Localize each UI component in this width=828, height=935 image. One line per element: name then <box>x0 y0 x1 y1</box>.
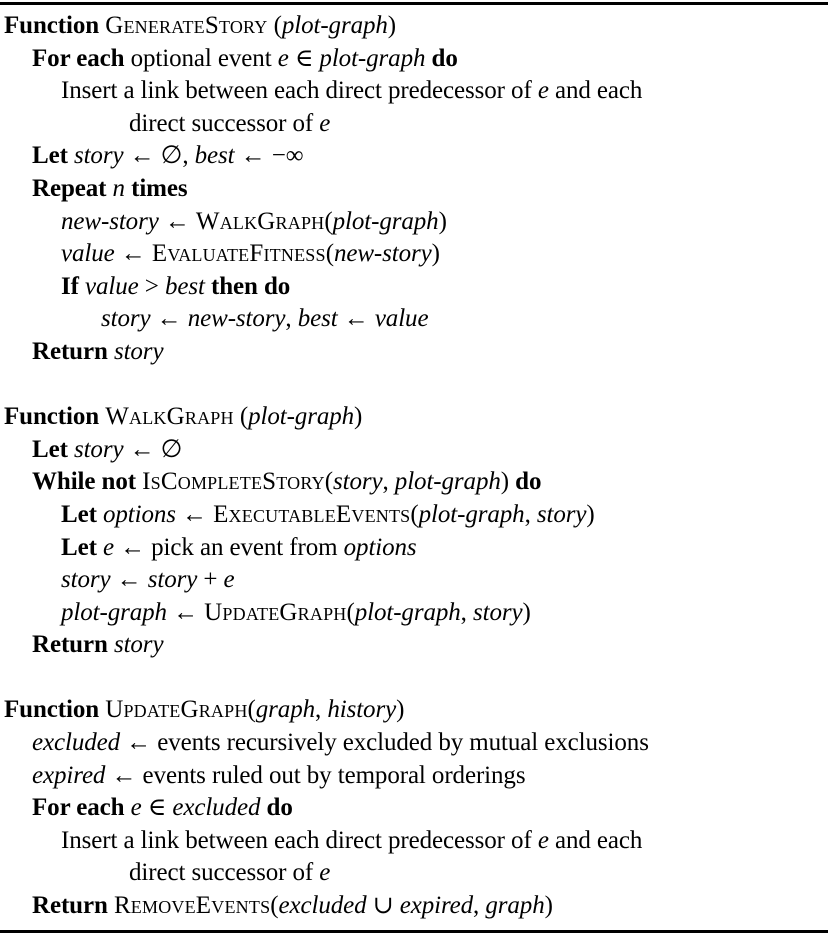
token-plain: , <box>382 468 395 496</box>
token-sym: + <box>197 566 224 594</box>
token-kw: do <box>515 468 542 496</box>
token-var: e <box>102 533 114 561</box>
token-sc: WalkGraph <box>105 403 234 431</box>
code-line-wg-let-e-pick-event <box>0 532 828 565</box>
token-kw: For each <box>32 794 125 822</box>
token-var: story <box>101 305 151 333</box>
token-var: e <box>537 826 549 854</box>
token-plain: events recursively excluded by mutual exclusions <box>157 729 649 757</box>
token-sym: ← ∅ <box>123 435 183 463</box>
code-line-fn-walkgraph-header <box>0 401 828 434</box>
code-line-gs-insert-link-1-cont <box>0 108 828 141</box>
token-var: story <box>332 468 383 496</box>
code-line-ug-expired-assign <box>0 760 828 793</box>
token-var: e <box>319 859 331 887</box>
token-kw: While not <box>32 468 136 496</box>
code-line-ug-insert-link-2 <box>0 825 828 858</box>
token-var: excluded <box>172 794 261 822</box>
token-sc: IsCompleteStory <box>142 468 325 496</box>
token-var: e <box>277 44 289 72</box>
token-var: story <box>113 631 164 659</box>
token-var: best <box>297 305 338 333</box>
token-plain: ) <box>387 12 397 39</box>
token-var: plot-graph <box>248 403 355 431</box>
token-sc: ExecutableEvents <box>213 500 411 528</box>
token-var: options <box>102 500 176 528</box>
token-sym: ∈ <box>141 794 173 822</box>
token-var: e <box>130 794 142 822</box>
token-plain: , <box>285 305 298 333</box>
code-line-ug-insert-link-2-cont <box>0 857 828 890</box>
token-sc: UpdateGraph <box>204 598 347 626</box>
token-plain: and each <box>548 77 643 105</box>
token-var: e <box>223 566 235 594</box>
token-sym: ← <box>110 566 148 594</box>
pseudocode-figure <box>0 2 828 935</box>
token-kw: Return <box>32 337 108 365</box>
token-var: plot-graph <box>61 598 167 626</box>
token-sym: ← <box>114 240 152 268</box>
token-sym: ← <box>337 305 375 333</box>
token-var: story <box>472 598 523 626</box>
code-line-gs-repeat-n-times <box>0 173 828 206</box>
token-plain: ( <box>324 207 333 235</box>
token-plain: , <box>473 892 486 920</box>
code-line-gs-let-story-best <box>0 140 828 173</box>
token-var: story <box>113 337 164 365</box>
code-line-gs-assign-story-best <box>0 303 828 336</box>
code-line-wg-story-plus-e <box>0 564 828 597</box>
token-sym: ∪ <box>366 892 400 920</box>
token-var: graph <box>485 892 545 920</box>
code-line-wg-return-story <box>0 629 828 662</box>
token-plain: ( <box>410 500 419 528</box>
code-line-fn-generatestory-header <box>0 10 828 43</box>
token-plain: pick an event from <box>151 533 344 561</box>
token-kw: Repeat <box>32 174 107 202</box>
token-sym: ← −∞ <box>234 142 304 170</box>
token-var: best <box>164 272 205 300</box>
token-plain: ) <box>431 240 440 268</box>
code-line-fn-updategraph-header <box>0 694 828 727</box>
token-var: value <box>85 272 139 300</box>
pseudocode-listing <box>0 5 828 923</box>
token-sym: ← <box>158 207 196 235</box>
token-plain: ( <box>247 696 256 724</box>
code-line-gs-insert-link-1 <box>0 75 828 108</box>
token-sym: ← <box>150 305 188 333</box>
token-plain: ( <box>346 598 355 626</box>
token-var: excluded <box>32 729 121 757</box>
token-plain: and each <box>548 826 643 854</box>
token-plain: ( <box>324 468 333 496</box>
token-plain: direct successor of <box>129 859 320 887</box>
token-sym: ← <box>166 598 205 626</box>
token-plain: ) <box>522 598 531 626</box>
token-sym: > <box>138 272 165 300</box>
token-kw: Function <box>4 403 100 431</box>
token-var: options <box>343 533 417 561</box>
token-plain: events ruled out by temporal orderings <box>142 761 526 789</box>
token-var: plot-graph <box>418 500 525 528</box>
token-var: value <box>374 305 429 333</box>
token-kw: do <box>266 794 293 822</box>
code-line-ug-for-each-e-excluded <box>0 792 828 825</box>
token-sym: ← <box>120 729 158 757</box>
code-line-wg-while-not-iscompletestory <box>0 466 828 499</box>
token-sc: GenerateStory <box>105 12 268 39</box>
token-kw: If <box>61 272 79 300</box>
token-kw: For each <box>32 44 125 72</box>
token-plain: , <box>524 500 537 528</box>
token-var: graph <box>255 696 316 724</box>
token-var: plot-graph <box>281 12 388 39</box>
token-plain: ) <box>438 207 447 235</box>
token-kw: Let <box>61 500 97 528</box>
token-sym: ∈ <box>288 44 320 72</box>
token-sc: UpdateGraph <box>105 696 248 724</box>
token-kw: do <box>431 44 458 72</box>
token-var: new-story <box>187 305 286 333</box>
token-plain: , <box>315 696 328 724</box>
token-var: plot-graph <box>332 207 439 235</box>
token-kw: then do <box>211 272 291 300</box>
token-sc: RemoveEvents <box>113 892 271 920</box>
token-var: n <box>112 174 125 202</box>
blank-line <box>0 662 828 695</box>
token-var: story <box>147 566 198 594</box>
token-var: best <box>194 142 235 170</box>
token-var: excluded <box>278 892 367 920</box>
token-plain: Insert a link between each direct predecessor of <box>61 77 538 105</box>
code-line-wg-let-options-executableevents <box>0 499 828 532</box>
code-line-wg-plotgraph-updategraph <box>0 597 828 630</box>
code-line-gs-new-story-walkgraph <box>0 206 828 239</box>
token-plain: Insert a link between each direct predecessor of <box>61 826 538 854</box>
token-sc: WalkGraph <box>195 207 325 235</box>
token-plain: ) <box>586 500 595 528</box>
token-plain: , <box>460 598 473 626</box>
token-sc: EvaluateFitness <box>151 240 326 268</box>
token-kw: Function <box>4 12 100 39</box>
token-var: expired <box>32 761 106 789</box>
token-plain: ( <box>325 240 334 268</box>
code-line-ug-return-removeevents <box>0 890 828 923</box>
code-line-ug-excluded-assign <box>0 727 828 760</box>
token-kw: Return <box>32 631 108 659</box>
code-line-gs-if-value-gt-best <box>0 271 828 304</box>
code-line-wg-let-story-empty <box>0 434 828 467</box>
token-plain: optional event <box>124 44 278 72</box>
token-var: value <box>61 240 115 268</box>
token-kw: Function <box>4 696 100 724</box>
token-kw: Let <box>61 533 97 561</box>
token-plain: ) <box>354 403 363 431</box>
token-plain: ( <box>233 403 249 431</box>
token-var: expired <box>399 892 474 920</box>
token-kw: Let <box>32 142 68 170</box>
token-kw: Let <box>32 435 68 463</box>
token-var: new-story <box>333 240 432 268</box>
token-var: story <box>61 566 111 594</box>
token-plain: ) <box>396 696 405 724</box>
code-line-gs-return-story <box>0 336 828 369</box>
token-kw: Return <box>32 892 108 920</box>
token-var: plot-graph <box>354 598 461 626</box>
token-plain: ) <box>500 468 516 496</box>
token-sym: ← <box>105 761 143 789</box>
token-plain: ) <box>544 892 553 920</box>
token-var: new-story <box>61 207 159 235</box>
token-sym: ← <box>113 533 152 561</box>
token-plain: ( <box>267 12 282 39</box>
token-plain: ( <box>270 892 279 920</box>
token-var: plot-graph <box>319 44 426 72</box>
token-var: plot-graph <box>394 468 501 496</box>
code-line-gs-value-evaluatefitness <box>0 238 828 271</box>
token-plain: direct successor of <box>129 109 320 137</box>
token-var: e <box>537 77 549 105</box>
token-sym: ← ∅, <box>123 142 195 170</box>
token-var: story <box>73 142 124 170</box>
token-var: story <box>536 500 587 528</box>
token-kw: times <box>131 174 188 202</box>
token-var: story <box>73 435 124 463</box>
token-sym: ← <box>175 500 214 528</box>
token-var: history <box>327 696 397 724</box>
blank-line <box>0 369 828 402</box>
token-var: e <box>319 109 331 137</box>
code-line-gs-for-each-optional-event <box>0 43 828 76</box>
